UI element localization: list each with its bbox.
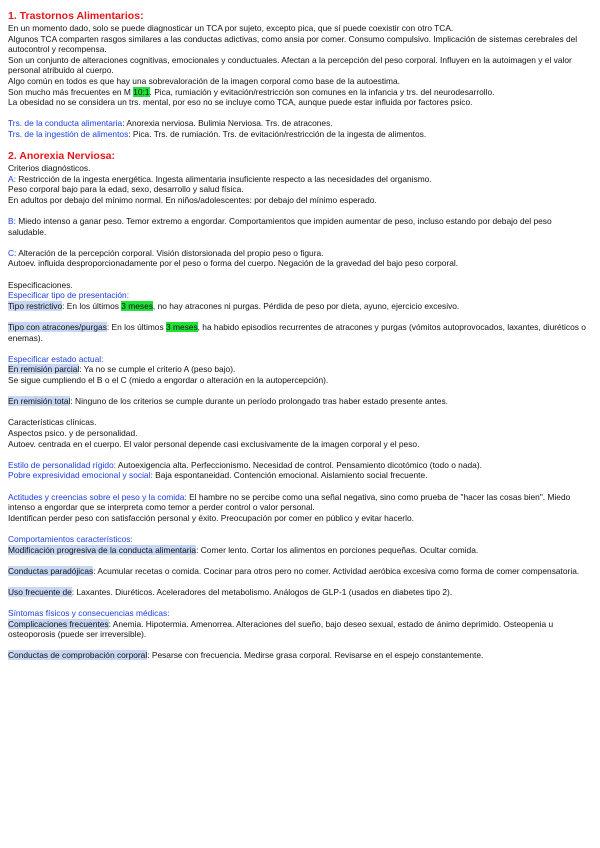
paragraph: En adultos por debajo del mínimo normal. En niños/adolescentes: por debajo del mínimo esperado. (8, 194, 377, 205)
criterion-a-label: A: (8, 173, 16, 184)
comprobacion-label: Conductas de comprobación corporal (8, 650, 148, 661)
paragraph: Algunos TCA comparten rasgos similares a las conductas adictivas, como ansia por comer. Consumo compulsivo. Implicación de sistemas cerebrales del autocontrol y recompensa. (8, 33, 578, 55)
text: : Laxantes. Diuréticos. Aceleradores del metabolismo. Análogos de GLP-1 (usados en diabetes tipo 2). (71, 586, 453, 597)
ingestion-label: Trs. de la ingestión de alimentos (8, 128, 129, 139)
parcial-label: En remisión parcial (8, 364, 80, 375)
criterion-c-label: C: (8, 247, 17, 258)
text: Miedo intenso a ganar peso. Temor extremo a engordar. Comportamientos que impiden aumentar de peso, incluso estando por debajo del peso saludable. (8, 216, 552, 237)
text: : Acumular recetas o comida. Cocinar para otros pero no comer. Actividad aeróbica excesiva como forma de comer compensatoria. (93, 565, 580, 576)
text: Baja espontaneidad. Contención emocional. Aislamiento social frecuente. (152, 470, 428, 481)
text: Alteración de la percepción corporal. Visión distorsionada del propio peso o figura. (16, 247, 324, 258)
text: . Pica, rumiación y evitación/restricción son comunes en la infancia y trs. del neurodesarrollo. (149, 86, 495, 97)
especificaciones-title: Especificaciones. (8, 279, 73, 290)
uso-line (8, 587, 592, 598)
text: Restricción de la ingesta energética. Ingesta alimentaria insuficiente respecto a las necesidades del organismo. (15, 173, 432, 184)
estado-heading: Especificar estado actual: (8, 353, 104, 364)
pobre-label: Pobre expresividad emocional y social: (8, 470, 153, 481)
paragraph: La obesidad no se considera un trs. mental, por eso no se incluye como TCA, aunque puede estar influida por factores psico. (8, 97, 473, 108)
paradojicas-line (8, 566, 592, 577)
parcial-line (8, 364, 592, 375)
tipo-heading: Especificar tipo de presentación: (8, 290, 130, 301)
text: : En los últimos (106, 322, 166, 333)
text: , no hay atracones ni purgas. Pérdida de peso por dieta, ayuno, ejercicio excesivo. (152, 300, 460, 311)
conducta-label: Trs. de la conducta alimentaria (8, 118, 123, 129)
actitudes-line (8, 492, 592, 513)
text: : Pesarse con frecuencia. Medirse grasa corporal. Revisarse en el espejo constantemente. (147, 650, 484, 661)
paragraph-frequency (8, 87, 592, 98)
conducta-line (8, 118, 592, 129)
uso-label: Uso frecuente de (8, 586, 72, 597)
text: : Comer lento. Cortar los alimentos en porciones pequeñas. Ocultar comida. (196, 544, 479, 555)
complicaciones-label: Complicaciones frecuentes (8, 618, 109, 629)
atracones-label: Tipo con atracones/purgas (8, 322, 107, 333)
criterion-a (8, 174, 592, 185)
months-highlight: 3 meses (121, 300, 153, 311)
text: : Ya no se cumple el criterio A (peso bajo). (79, 364, 236, 375)
criterion-c (8, 248, 592, 259)
total-label: En remisión total (8, 396, 71, 407)
sintomas-heading: Síntomas físicos y consecuencias médicas: (8, 608, 170, 619)
criterion-b-label: B: (8, 216, 16, 227)
text: Son mucho más frecuentes en M (8, 86, 134, 97)
ratio-highlight: 10:1 (133, 86, 150, 97)
estilo-label: Estilo de personalidad rígido: (8, 459, 117, 470)
paragraph: En un momento dado, solo se puede diagnosticar un TCA por sujeto, excepto pica, que sí puede coexistir con otro TCA. (8, 23, 454, 33)
criterios-title: Criterios diagnósticos. (8, 163, 91, 174)
text: : Ninguno de los criterios se cumple durante un período prolongado tras haber estado presente antes. (70, 396, 448, 407)
criterion-b (8, 216, 592, 237)
paragraph: Se sigue cumpliendo el B o el C (miedo a engordar o alteración en la autopercepción). (8, 375, 329, 385)
modificacion-line (8, 545, 592, 556)
actitudes-label: Actitudes y creencias sobre el peso y la comida: (8, 491, 187, 502)
text: : Anemia. Hipotermia. Amenorrea. Alteraciones del sueño, bajo deseo sexual, estado de ánimo deprimido. Osteopenia u osteoporosis (puede ser irreversible). (8, 618, 554, 640)
text: Autoexigencia alta. Perfeccionismo. Necesidad de control. Pensamiento dicotómico (todo o nada). (116, 459, 482, 470)
paragraph: Algo común en todos es que hay una sobrevaloración de la imagen corporal como base de la autoestima. (8, 75, 401, 86)
modificacion-label: Modificación progresiva de la conducta alimentaria (8, 544, 197, 555)
pobre-line (8, 470, 592, 481)
ingestion-line (8, 129, 592, 140)
paragraph: Aspectos psico. y de personalidad. (8, 427, 138, 438)
caracteristicas-title: Características clínicas. (8, 417, 97, 428)
total-line (8, 396, 592, 407)
text: : Pica. Trs. de rumiación. Trs. de evitación/restricción de la ingesta de alimentos. (128, 128, 427, 139)
text: : Anorexia nerviosa. Bulimia Nerviosa. Trs. de atracones. (122, 118, 333, 129)
comprobacion-line (8, 650, 592, 661)
estilo-line (8, 460, 592, 471)
paragraph: Peso corporal bajo para la edad, sexo, desarrollo y salud física. (8, 184, 244, 195)
restrictivo-label: Tipo restrictivo (8, 300, 63, 311)
paragraph: Autoev. centrada en el cuerpo. El valor personal depende casi exclusivamente de la imagen corporal y el peso. (8, 438, 420, 449)
text: : En los últimos (62, 300, 122, 311)
section-1-title: 1. Trastornos Alimentarios: (8, 10, 144, 22)
paradojicas-label: Conductas paradójicas (8, 565, 94, 576)
restrictivo-line (8, 301, 592, 312)
paragraph: Autoev. influida desproporcionadamente por el peso o forma del cuerpo. Negación de la gravedad del bajo peso corporal. (8, 258, 459, 269)
text: , ha habido episodios recurrentes de atracones y purgas (vómitos autoprovocados, laxantes, diuréticos o enemas). (8, 322, 586, 343)
complicaciones-line (8, 619, 592, 640)
months-highlight: 3 meses (165, 322, 198, 333)
section-2-title: 2. Anorexia Nerviosa: (8, 150, 115, 163)
text: El hambre no se percibe como una señal negativa, sino como prueba de "hacer las cosas bien". Miedo intenso a engordar que se interpreta como temor a perder control o valor personal. (8, 491, 571, 513)
paragraph: Son un conjunto de alteraciones cognitivas, emocionales y conductuales. Afectan a la percepción del peso corporal. Influyen en la autoimagen y el valor personal atribuido al cuerpo. (8, 54, 572, 76)
paragraph: Identifican perder peso con satisfacción personal y éxito. Preocupación por comer en público y evitar hacerlo. (8, 512, 414, 523)
comportamientos-heading: Comportamientos característicos: (8, 533, 133, 544)
atracones-line (8, 322, 592, 343)
